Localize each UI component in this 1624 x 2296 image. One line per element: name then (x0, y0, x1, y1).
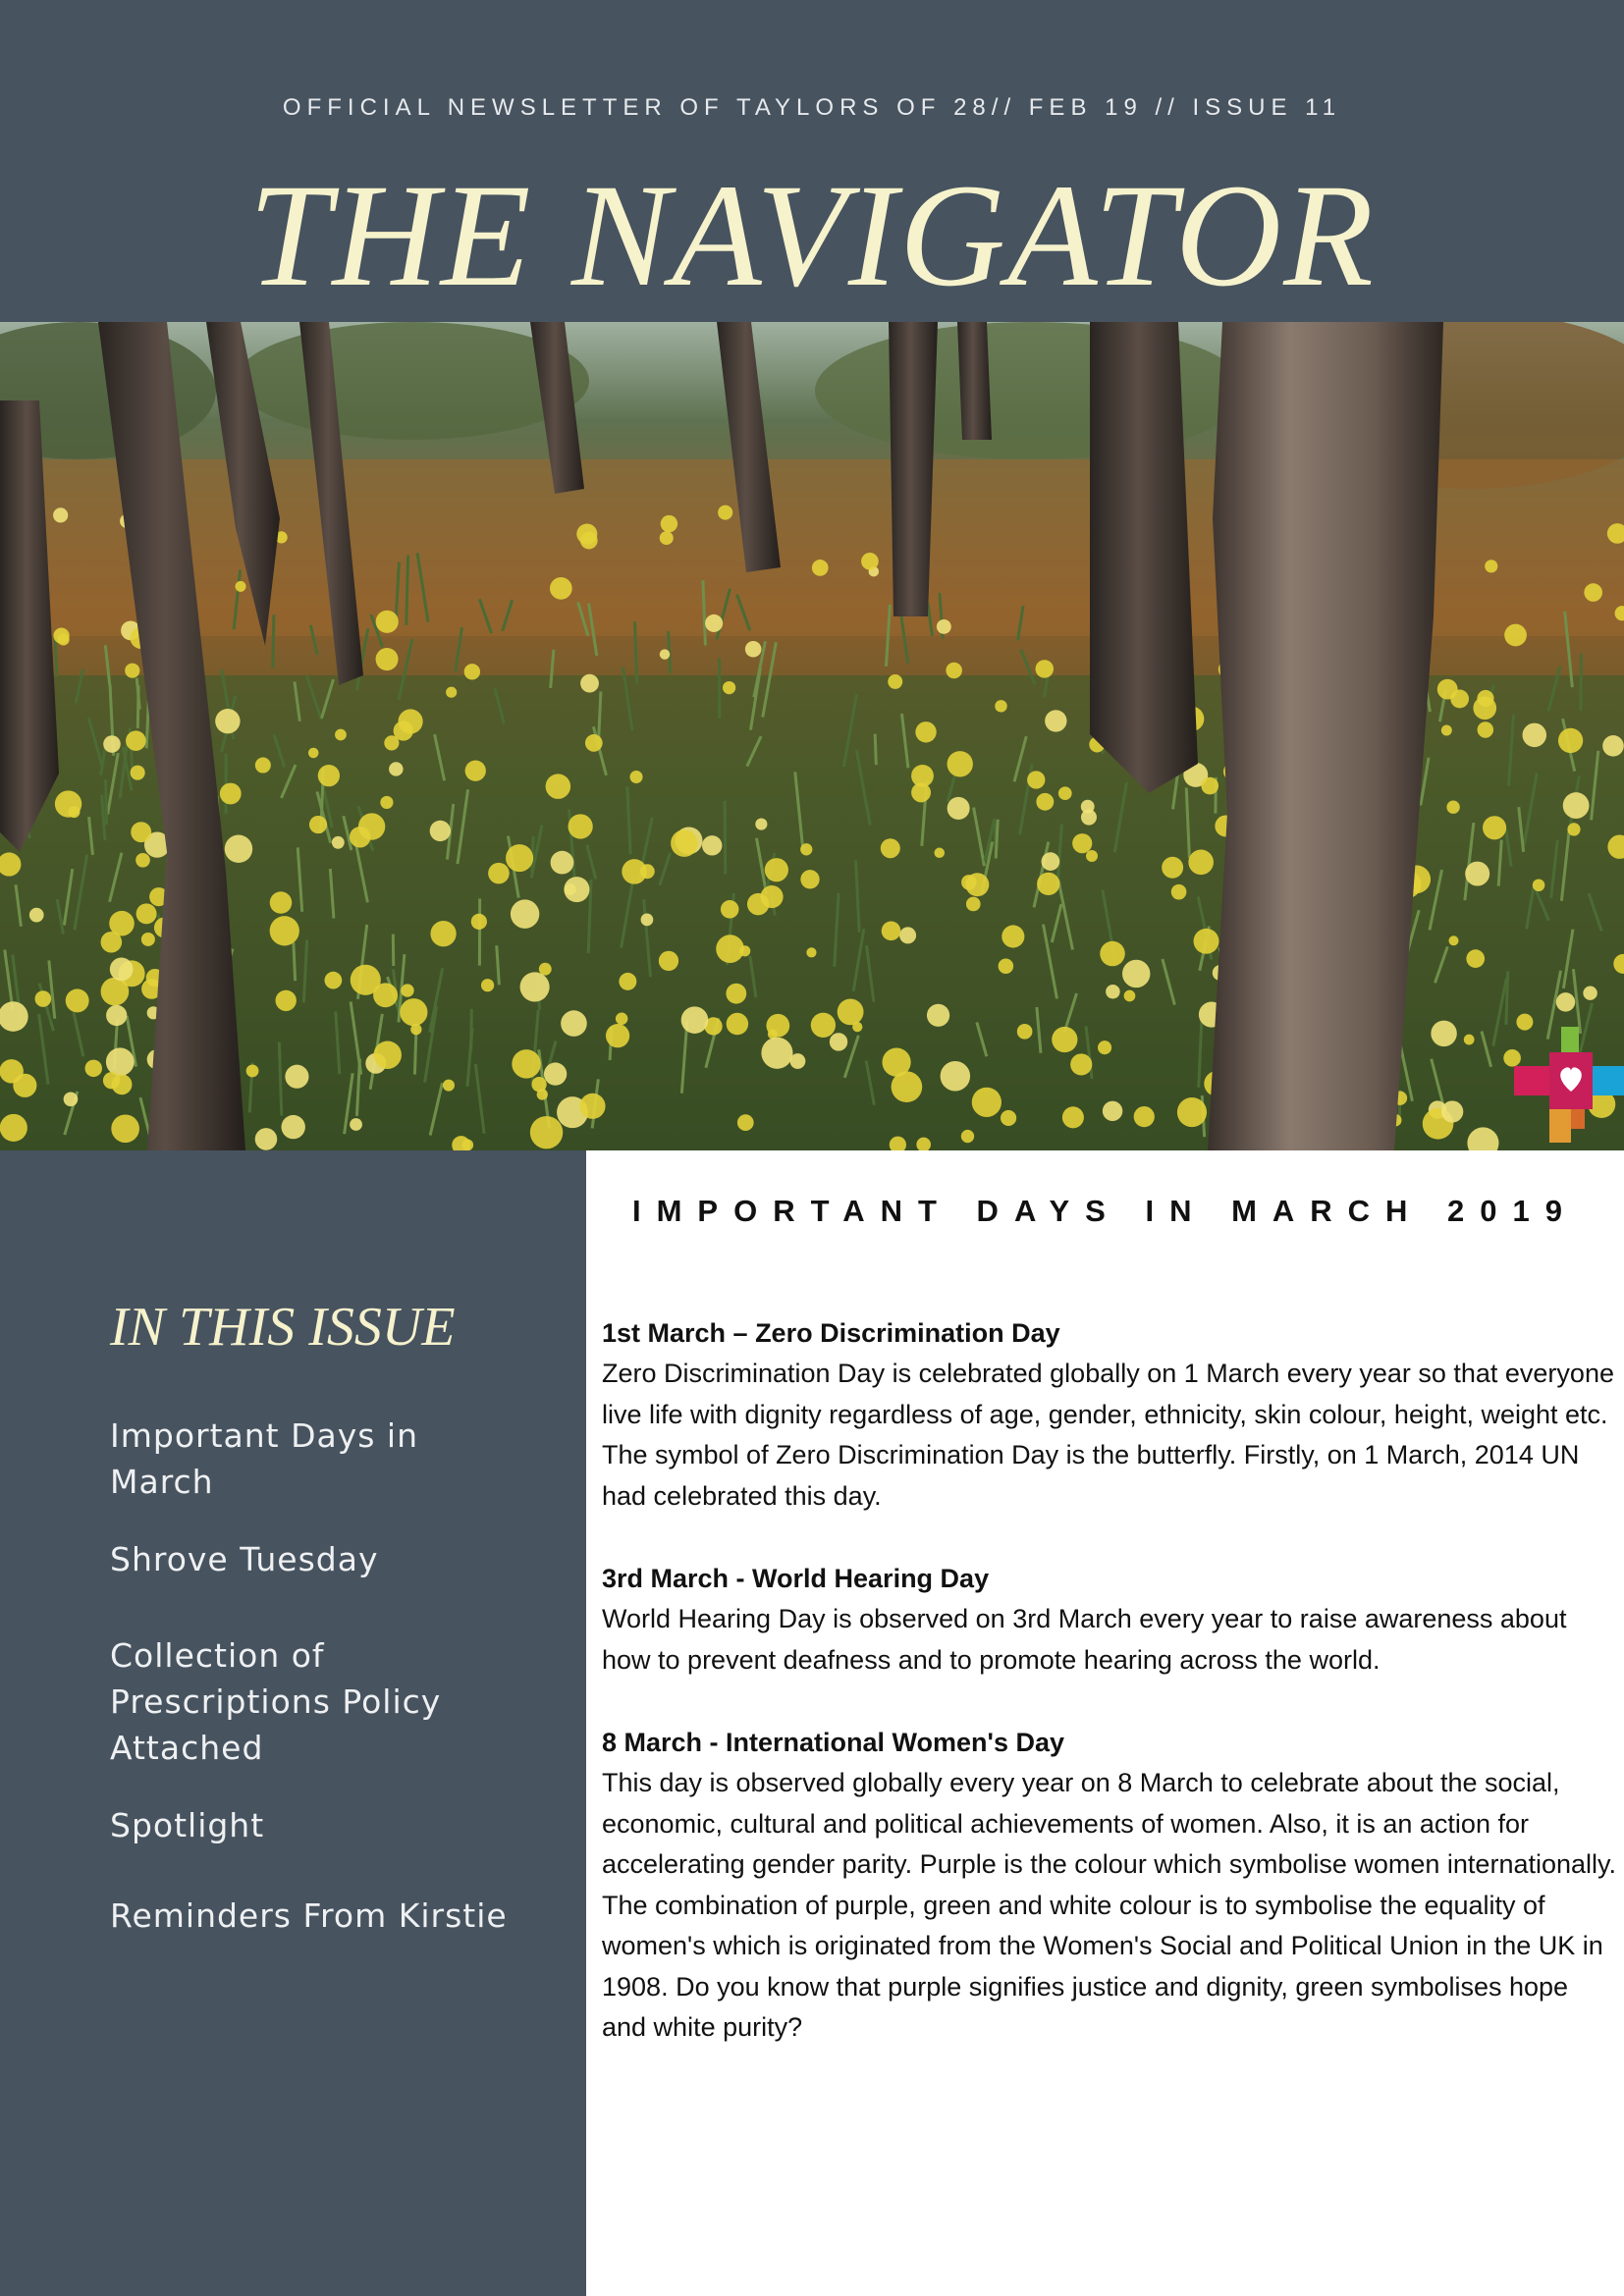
article-womens-day (602, 1722, 1617, 2049)
masthead-title: THE NAVIGATOR (248, 154, 1376, 317)
article-body: World Hearing Day is observed on 3rd March every year to raise awareness about how to prevent deafness and to promote hearing across the world. (602, 1604, 1567, 1675)
article-zero-discrimination (602, 1312, 1617, 1517)
article-world-hearing (602, 1558, 1617, 1681)
article-body: Zero Discrimination Day is celebrated globally on 1 March every year so that everyone live life with dignity regardless of age, gender, ethnicity, skin colour, height, weight etc. The symbol of Zero Discrimination Day is the butterfly. Firstly, on 1 March, 2014 UN had celebrated this day. (602, 1359, 1614, 1511)
article-heading: 1st March – Zero Discrimination Day (602, 1318, 1060, 1348)
toc-item-spotlight: Spotlight (110, 1806, 265, 1844)
woodland-daffodils-photo (0, 322, 1624, 1150)
article-body: This day is observed globally every year on 8 March to celebrate about the social, economic, cultural and political achievements of women. Also, it is an action for accelerating gender parity. Purple is the colour which symbolise women internationally. The combination of purple, green and white colour is to symbolise the equality of women's which is originated from the Women's Social and Political Union in the UK in 1908. Do you know that purple signifies justice and dignity, green symbolises hope and white purity? (602, 1768, 1617, 2042)
header-banner (0, 0, 1624, 322)
contents-sidebar (0, 1150, 586, 2296)
toc-item-important-days: Important Days in March (110, 1416, 419, 1501)
article-heading: 3rd March - World Hearing Day (602, 1564, 990, 1593)
toc-item-reminders: Reminders From Kirstie (110, 1896, 508, 1935)
newsletter-kicker: OFFICIAL NEWSLETTER OF TAYLORS OF 28// FEB 19 // ISSUE 11 (282, 94, 1342, 121)
toc-item-prescriptions-policy: Collection of Prescriptions Policy Attached (110, 1636, 442, 1767)
article-heading: 8 March - International Women's Day (602, 1728, 1065, 1757)
pharmacy-cross-heart-logo (1514, 1027, 1624, 1143)
toc-item-shrove-tuesday: Shrove Tuesday (110, 1540, 379, 1578)
section-title: IMPORTANT DAYS IN MARCH 2019 (631, 1194, 1579, 1228)
sidebar-title: IN THIS ISSUE (110, 1297, 456, 1358)
